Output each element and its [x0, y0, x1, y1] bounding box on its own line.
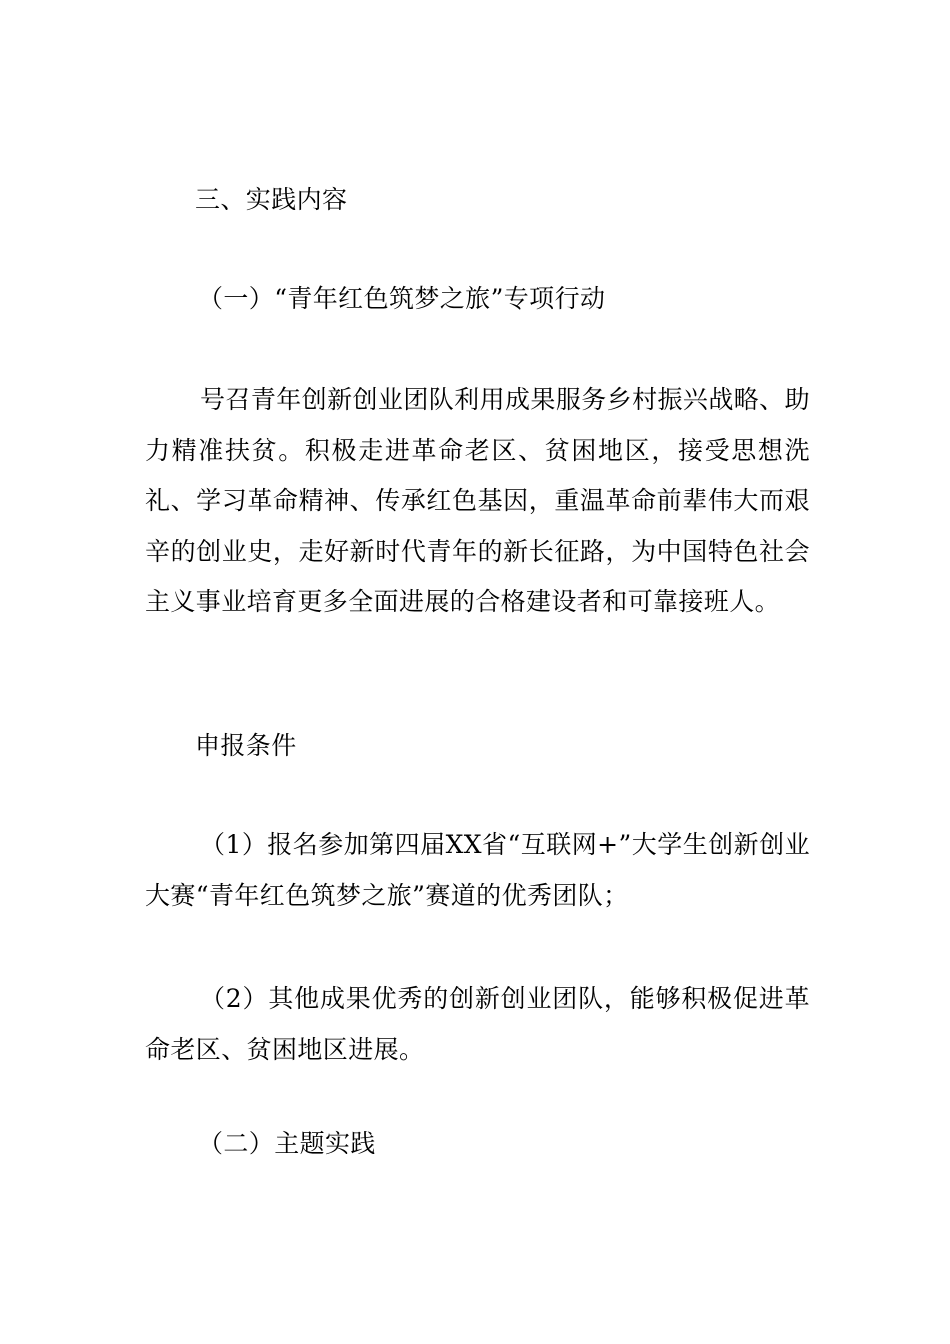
- conditions-heading: 申报条件: [195, 731, 297, 760]
- subsection-title-1: （一）“青年红色筑梦之旅”专项行动: [198, 284, 606, 313]
- paragraph-1: 号召青年创新创业团队利用成果服务乡村振兴战略、助力精准扶贫。积极走进革命老区、贫困地区，接受思想洗礼、学习革命精神、传承红色基因，重温革命前辈伟大而艰辛的创业史，走好新时代青年的新长征路，为中国特色社会主义事业培育更多全面进展的合格建设者和可靠接班人。: [145, 385, 810, 616]
- section-heading: 三、实践内容: [195, 185, 348, 214]
- condition-item-1: （1）报名参加第四届XX省“互联网+”大学生创新创业大赛“青年红色筑梦之旅”赛道的优秀团队；: [145, 830, 810, 910]
- subsection-title-2: （二）主题实践: [198, 1129, 376, 1158]
- condition-item-2: （2）其他成果优秀的创新创业团队，能够积极促进革命老区、贫困地区进展。: [145, 984, 810, 1064]
